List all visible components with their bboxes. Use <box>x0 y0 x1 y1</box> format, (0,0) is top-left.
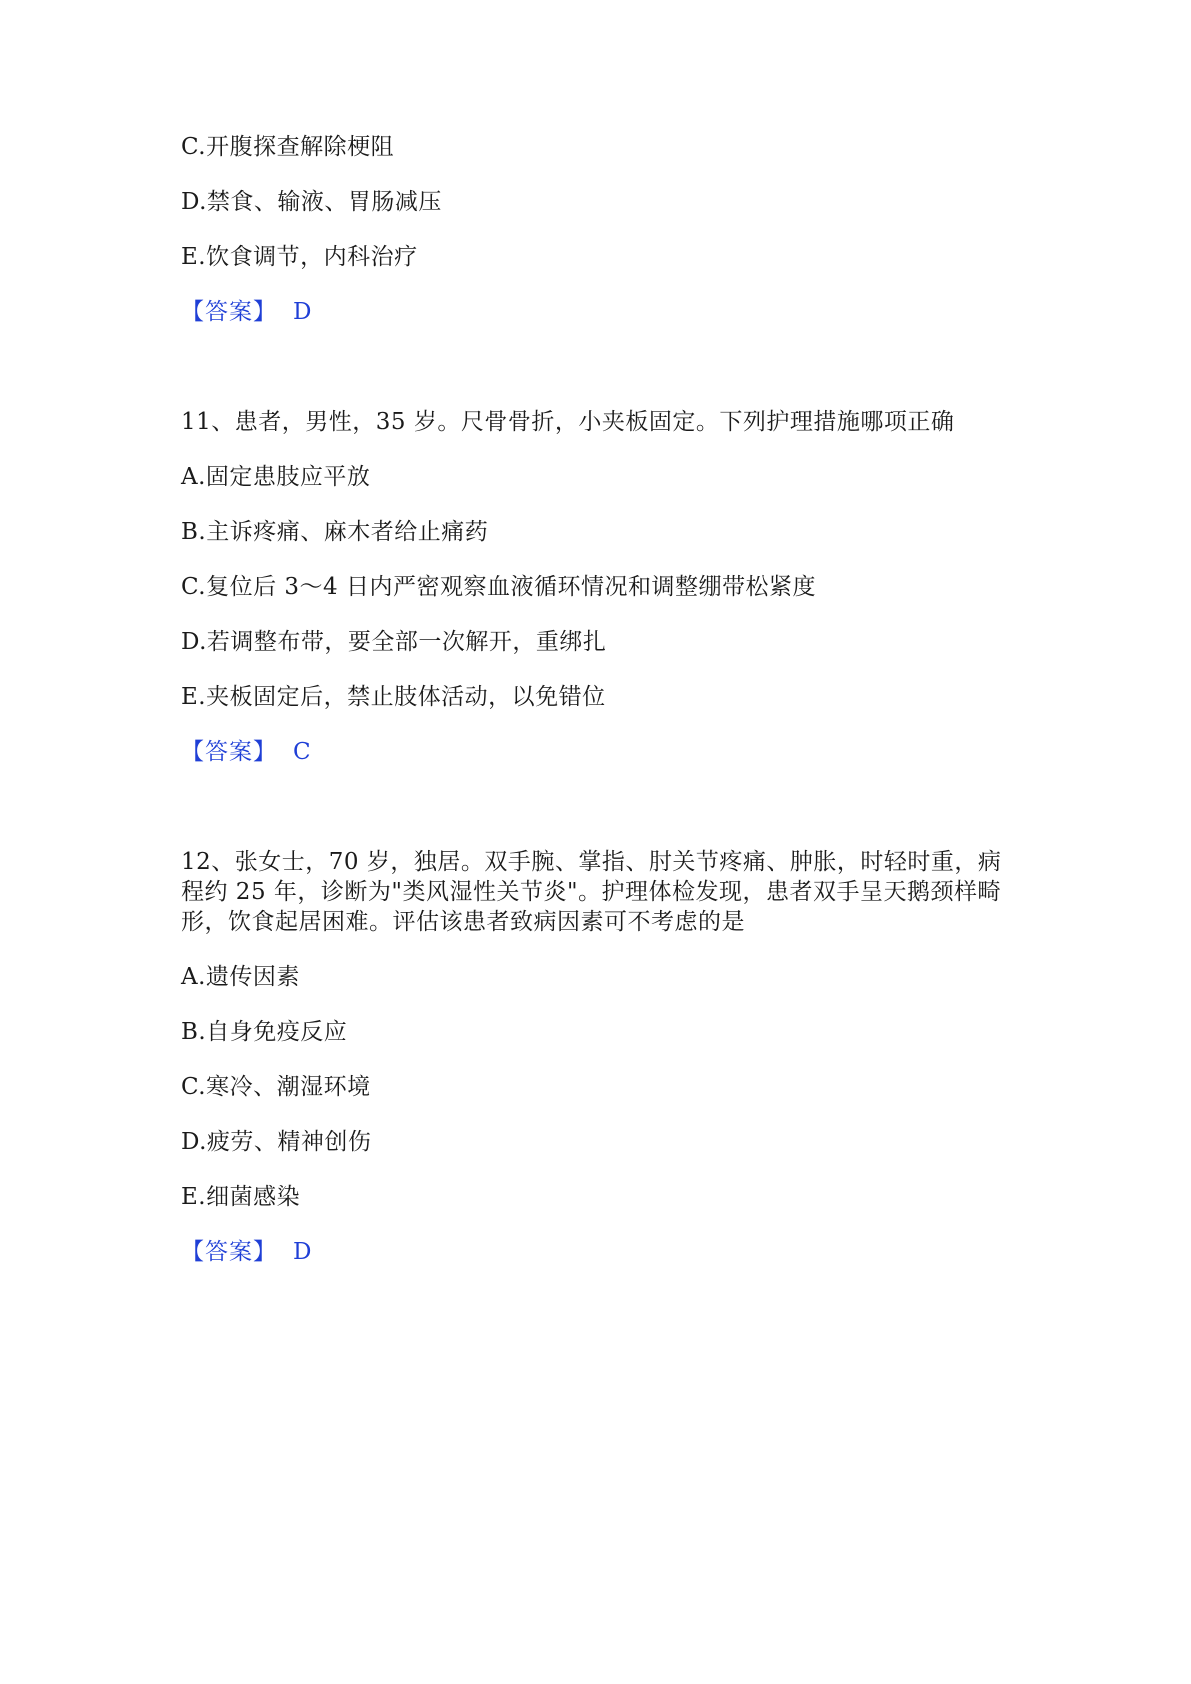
q11-option-b: B.主诉疼痛、麻木者给止痛药 <box>181 519 489 545</box>
q11-option-e: E.夹板固定后，禁止肢体活动，以免错位 <box>181 684 606 710</box>
q12-stem-line-2: 程约 25 年，诊断为"类风湿性关节炎"。护理体检发现，患者双手呈天鹅颈样畸 <box>181 879 1002 905</box>
q12-option-a: A.遗传因素 <box>181 964 300 990</box>
q10-answer-label: 【答案】 <box>181 299 277 325</box>
q11-answer-label: 【答案】 <box>181 739 277 765</box>
q12-option-c: C.寒冷、潮湿环境 <box>181 1074 371 1100</box>
q10-option-e: E.饮食调节，内科治疗 <box>181 244 418 270</box>
q12-answer-value: D <box>293 1239 312 1265</box>
q11-option-d: D.若调整布带，要全部一次解开，重绑扎 <box>181 629 607 655</box>
q12-answer-label: 【答案】 <box>181 1239 277 1265</box>
q10-answer <box>181 297 312 327</box>
q10-answer-value: D <box>293 299 312 325</box>
q11-option-c: C.复位后 3～4 日内严密观察血液循环情况和调整绷带松紧度 <box>181 574 816 600</box>
q12-option-e: E.细菌感染 <box>181 1184 301 1210</box>
q10-option-d: D.禁食、输液、胃肠减压 <box>181 189 442 215</box>
q12-answer <box>181 1237 312 1267</box>
q12-option-d: D.疲劳、精神创伤 <box>181 1129 372 1155</box>
q11-option-a: A.固定患肢应平放 <box>181 464 371 490</box>
q12-stem-line-1: 12、张女士，70 岁，独居。双手腕、掌指、肘关节疼痛、肿胀，时轻时重，病 <box>181 849 1002 875</box>
q10-option-c: C.开腹探查解除梗阻 <box>181 134 395 160</box>
q12-option-b: B.自身免疫反应 <box>181 1019 348 1045</box>
q12-stem-line-3: 形，饮食起居困难。评估该患者致病因素可不考虑的是 <box>181 909 745 935</box>
q11-stem: 11、患者，男性，35 岁。尺骨骨折，小夹板固定。下列护理措施哪项正确 <box>181 409 955 435</box>
q11-answer-value: C <box>293 739 312 765</box>
q11-answer <box>181 737 311 767</box>
